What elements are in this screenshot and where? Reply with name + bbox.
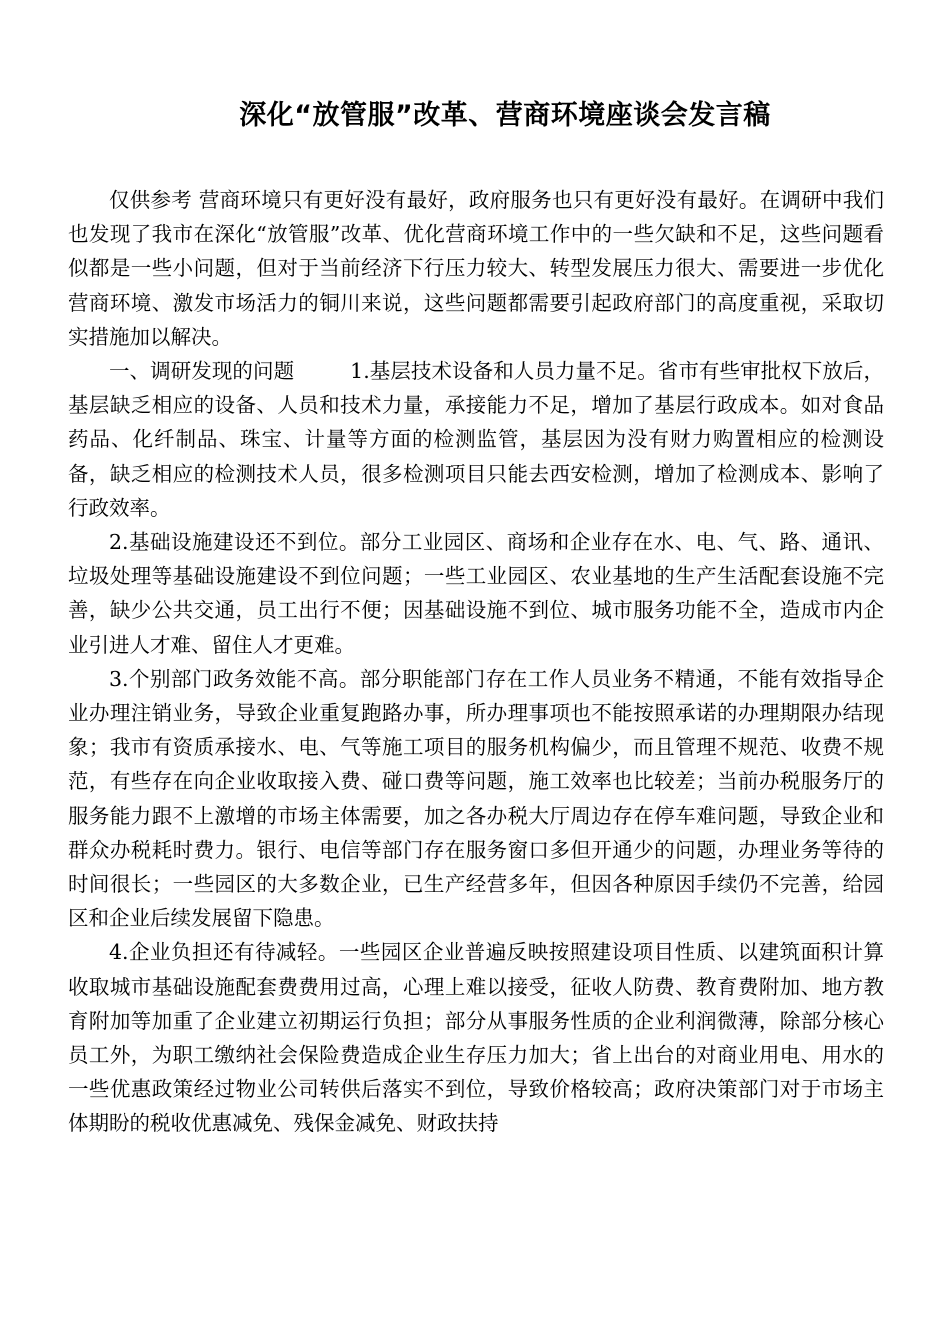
paragraph-item-2 — [68, 525, 884, 662]
paragraph-item-3 — [68, 662, 884, 936]
paragraph-text: 3.个别部门政务效能不高。部分职能部门存在工作人员业务不精通，不能有效指导企业办理注销业务，导致企业重复跑路办事，所办理事项也不能按照承诺的办理期限办结现象；我市有资质承接水、电、气等施工项目的服务机构偏少，而且管理不规范、收费不规范，有些存在向企业收取接入费、碰口费等问题，施工效率也比较差；当前办税服务厅的服务能力跟不上激增的市场主体需要，加之各办税大厅周边存在停车难问题，导致企业和群众办税耗时费力。银行、电信等部门存在服务窗口多但开通少的问题，办理业务等待的时间很长；一些园区的大多数企业，已生产经营多年，但因各种原因手续仍不完善，给园区和企业后续发展留下隐患。 — [68, 666, 884, 931]
section-heading: 一、调研发现的问题 — [109, 359, 295, 384]
paragraph-text: 1.基层技术设备和人员力量不足。省市有些审批权下放后，基层缺乏相应的设备、人员和技术力量，承接能力不足，增加了基层行政成本。如对食品药品、化纤制品、珠宝、计量等方面的检测监管，基层因为没有财力购置相应的检测设备，缺乏相应的检测技术人员，很多检测项目只能去西安检测，增加了检测成本、影响了行政效率。 — [68, 359, 885, 520]
paragraph-section-one — [68, 354, 884, 525]
document-title: 深化“放管服”改革、营商环境座谈会发言稿 — [239, 100, 771, 131]
paragraph-item-4 — [68, 935, 884, 1140]
document-body — [68, 183, 884, 1141]
paragraph-intro — [68, 183, 884, 354]
paragraph-text: 4.企业负担还有待减轻。一些园区企业普遍反映按照建设项目性质、以建筑面积计算收取城市基础设施配套费费用过高，心理上难以接受，征收人防费、教育费附加、地方教育附加等加重了企业建立初期运行负担；部分从事服务性质的企业利润微薄，除部分核心员工外，为职工缴纳社会保险费造成企业生存压力加大；省上出台的对商业用电、用水的一些优惠政策经过物业公司转供后落实不到位，导致价格较高；政府决策部门对于市场主体期盼的税收优惠减免、残保金减免、财政扶持 — [68, 940, 884, 1136]
paragraph-text: 2.基础设施建设还不到位。部分工业园区、商场和企业存在水、电、气、路、通讯、垃圾处理等基础设施建设不到位问题；一些工业园区、农业基地的生产生活配套设施不完善，缺少公共交通，员工出行不便；因基础设施不到位、城市服务功能不全，造成市内企业引进人才难、留住人才更难。 — [68, 530, 884, 657]
paragraph-text: 仅供参考 营商环境只有更好没有最好，政府服务也只有更好没有最好。在调研中我们也发现了我市在深化“放管服”改革、优化营商环境工作中的一些欠缺和不足，这些问题看似都是一些小问题，但对于当前经济下行压力较大、转型发展压力很大、需要进一步优化营商环境、激发市场活力的铜川来说，这些问题都需要引起政府部门的高度重视，采取切实措施加以解决。 — [68, 188, 884, 349]
